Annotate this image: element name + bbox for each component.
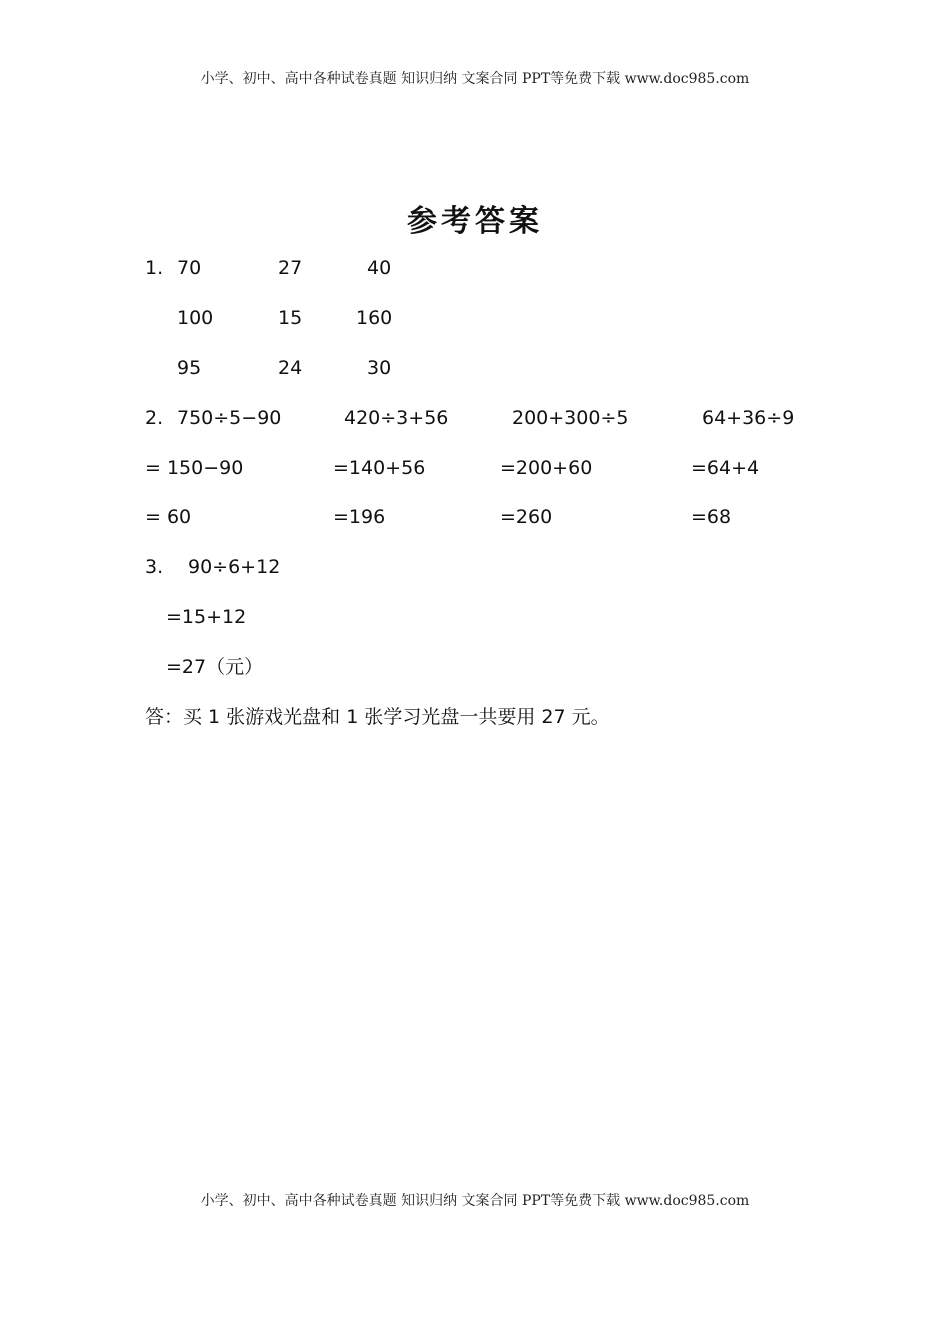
q2-expression: 200+300÷5 <box>512 407 629 429</box>
q2-step: =64+4 <box>691 457 760 479</box>
q1-cell: 24 <box>278 357 303 379</box>
q2-step: = 150−90 <box>145 457 244 479</box>
q1-cell: 27 <box>278 257 303 279</box>
q1-cell: 70 <box>177 257 202 279</box>
q1-number: 1. <box>145 257 164 279</box>
q2-step: =200+60 <box>500 457 593 479</box>
q1-cell: 15 <box>278 307 303 329</box>
q1-cell: 95 <box>177 357 202 379</box>
q2-result: =260 <box>500 506 553 528</box>
q1-cell: 160 <box>356 307 393 329</box>
q2-expression: 420÷3+56 <box>344 407 449 429</box>
q1-cell: 100 <box>177 307 214 329</box>
q2-number: 2. <box>145 407 164 429</box>
q3-step: =15+12 <box>166 606 247 628</box>
q2-expression: 64+36÷9 <box>702 407 795 429</box>
q1-cell: 30 <box>367 357 392 379</box>
page-header: 小学、初中、高中各种试卷真题 知识归纳 文案合同 PPT等免费下载 www.doc985.com <box>200 71 750 87</box>
q3-number: 3. <box>145 556 164 578</box>
q2-result: = 60 <box>145 506 192 528</box>
q2-result: =68 <box>691 506 732 528</box>
q2-result: =196 <box>333 506 386 528</box>
q3-expression: 90÷6+12 <box>188 556 281 578</box>
q3-result: =27（元） <box>166 656 264 678</box>
page-title: 参考答案 <box>407 204 543 239</box>
q1-cell: 40 <box>367 257 392 279</box>
q2-expression: 750÷5−90 <box>177 407 282 429</box>
page-footer: 小学、初中、高中各种试卷真题 知识归纳 文案合同 PPT等免费下载 www.doc985.com <box>200 1193 750 1209</box>
q3-answer: 答：买 1 张游戏光盘和 1 张学习光盘一共要用 27 元。 <box>145 706 610 728</box>
q2-step: =140+56 <box>333 457 426 479</box>
